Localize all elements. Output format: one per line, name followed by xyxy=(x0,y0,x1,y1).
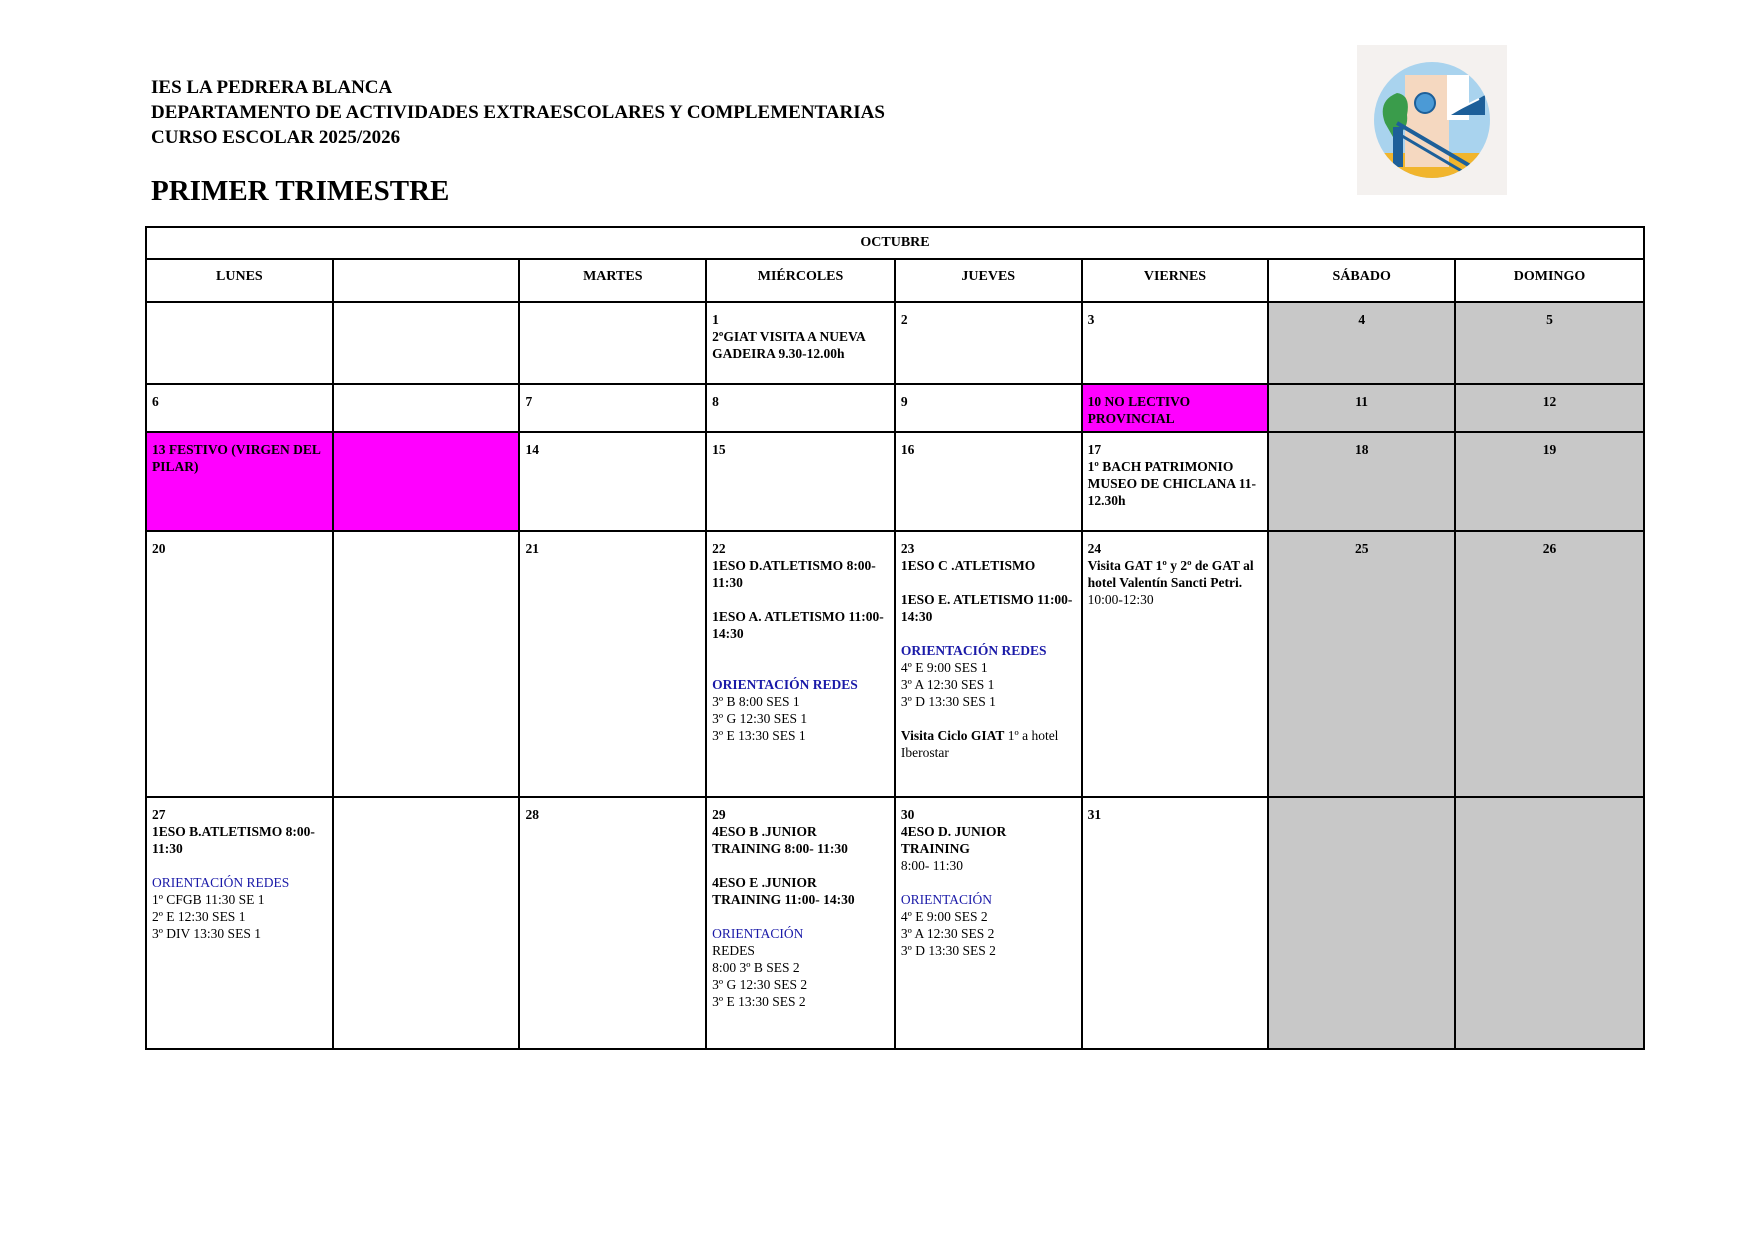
day-number: 25 xyxy=(1354,541,1369,556)
day-number: 3 xyxy=(1087,312,1095,327)
session-text: 3º DIV 13:30 SES 1 xyxy=(152,926,261,941)
orientation-label: ORIENTACIÓN REDES xyxy=(900,643,1047,658)
empty-cell xyxy=(519,302,706,384)
day-cell-11 xyxy=(1268,384,1455,432)
day-cell-1 xyxy=(706,302,895,384)
day-number: 4 xyxy=(1358,312,1366,327)
day-number: 9 xyxy=(900,394,908,409)
month-header: OCTUBRE xyxy=(146,227,1644,259)
session-text: 3º A 12:30 SES 1 xyxy=(900,677,995,692)
event-text: 1ESO B.ATLETISMO 8:00-11:30 xyxy=(152,824,315,856)
day-number: 12 xyxy=(1542,394,1557,409)
event-text: 1º BACH PATRIMONIO MUSEO DE CHICLANA 11-12.30h xyxy=(1087,459,1257,508)
day-cell-16 xyxy=(895,432,1082,531)
day-number: 31 xyxy=(1087,807,1102,822)
day-number: 11 xyxy=(1355,394,1369,409)
day-cell-13-holiday xyxy=(146,432,333,531)
weekday-blank xyxy=(333,259,520,302)
orientation-label: ORIENTACIÓN xyxy=(900,892,993,907)
day-cell-26 xyxy=(1455,531,1644,797)
event-time: 10:00-12:30 xyxy=(1087,592,1154,607)
day-cell-3 xyxy=(1082,302,1269,384)
school-logo-icon xyxy=(1357,45,1507,195)
empty-weekend-cell xyxy=(1268,797,1455,1049)
orientation-label: ORIENTACIÓN REDES xyxy=(152,875,290,890)
school-name: IES LA PEDRERA BLANCA xyxy=(151,77,393,98)
weekday-lunes: LUNES xyxy=(146,259,333,302)
session-text: 1º CFGB 11:30 SE 1 xyxy=(152,892,265,907)
day-cell-30 xyxy=(895,797,1082,1049)
day-number: 5 xyxy=(1546,312,1553,327)
day-cell-12 xyxy=(1455,384,1644,432)
school-year: CURSO ESCOLAR 2025/2026 xyxy=(151,127,401,148)
day-number: 26 xyxy=(1542,541,1557,556)
document-header xyxy=(151,75,885,150)
weekday-domingo: DOMINGO xyxy=(1455,259,1644,302)
day-cell-23 xyxy=(895,531,1082,797)
day-number: 24 xyxy=(1087,541,1102,556)
day-cell-8 xyxy=(706,384,895,432)
event-text: 1ESO E. ATLETISMO 11:00- 14:30 xyxy=(900,592,1073,624)
session-text: 3º D 13:30 SES 1 xyxy=(900,694,996,709)
day-cell-27 xyxy=(146,797,333,1049)
holiday-label: 13 FESTIVO (VIRGEN DEL PILAR) xyxy=(152,442,321,474)
day-number: 18 xyxy=(1354,442,1369,457)
day-number: 6 xyxy=(152,394,159,409)
orientation-label: ORIENTACIÓN REDES xyxy=(712,677,858,692)
session-text: 3º G 12:30 SES 1 xyxy=(712,711,808,726)
visit-text xyxy=(901,727,1076,761)
session-text: 3º G 12:30 SES 2 xyxy=(712,977,808,992)
day-number: 8 xyxy=(712,394,719,409)
session-text: 2º E 12:30 SES 1 xyxy=(152,909,246,924)
event-text: 4ESO D. JUNIOR TRAINING xyxy=(900,824,1007,856)
day-number: 19 xyxy=(1542,442,1557,457)
orientation-label: ORIENTACIÓN xyxy=(712,926,804,941)
day-number: 22 xyxy=(712,541,726,556)
day-cell-7 xyxy=(519,384,706,432)
weekday-jueves: JUEVES xyxy=(895,259,1082,302)
week-row xyxy=(146,531,1644,797)
day-cell-19 xyxy=(1455,432,1644,531)
empty-cell xyxy=(146,302,333,384)
session-text: 3º E 13:30 SES 2 xyxy=(712,994,806,1009)
session-text: 3º E 13:30 SES 1 xyxy=(712,728,806,743)
week-row xyxy=(146,797,1644,1049)
day-cell-4 xyxy=(1268,302,1455,384)
event-text: 2ºGIAT VISITA A NUEVA GADEIRA 9.30-12.00h xyxy=(712,329,866,361)
weekday-miercoles: MIÉRCOLES xyxy=(706,259,895,302)
week-row xyxy=(146,302,1644,384)
day-number: 2 xyxy=(900,312,908,327)
day-cell-21 xyxy=(519,531,706,797)
day-number: 1 xyxy=(712,312,719,327)
day-number: 30 xyxy=(900,807,915,822)
day-cell-10-holiday xyxy=(1082,384,1269,432)
day-cell-17 xyxy=(1082,432,1269,531)
empty-cell xyxy=(333,797,520,1049)
visit-detail: 1º a hotel Iberostar xyxy=(900,728,1059,760)
day-number: 23 xyxy=(900,541,915,556)
event-time: 8:00- 11:30 xyxy=(900,858,964,873)
day-cell-6 xyxy=(146,384,333,432)
session-text: 4º E 9:00 SES 1 xyxy=(900,660,988,675)
visit-title: Visita Ciclo GIAT xyxy=(900,728,1005,743)
day-number: 7 xyxy=(525,394,533,409)
session-text: 4º E 9:00 SES 2 xyxy=(900,909,988,924)
event-text: 1ESO D.ATLETISMO 8:00-11:30 xyxy=(712,558,876,590)
day-number: 27 xyxy=(152,807,166,822)
term-title: PRIMER TRIMESTRE xyxy=(151,175,450,207)
day-cell-9 xyxy=(895,384,1082,432)
holiday-filler-cell xyxy=(333,432,520,531)
day-cell-29 xyxy=(706,797,895,1049)
empty-cell xyxy=(333,531,520,797)
event-text: 4ESO B .JUNIOR TRAINING 8:00- 11:30 xyxy=(712,824,848,856)
day-cell-14 xyxy=(519,432,706,531)
day-cell-18 xyxy=(1268,432,1455,531)
october-calendar xyxy=(145,226,1645,1050)
session-text: 3º D 13:30 SES 2 xyxy=(900,943,996,958)
day-cell-20 xyxy=(146,531,333,797)
day-cell-22 xyxy=(706,531,895,797)
day-number: 17 xyxy=(1087,442,1102,457)
weekday-header-row xyxy=(146,259,1644,302)
session-text: 3º A 12:30 SES 2 xyxy=(900,926,995,941)
session-text: 3º B 8:00 SES 1 xyxy=(712,694,800,709)
day-number: 16 xyxy=(900,442,915,457)
empty-cell xyxy=(333,384,520,432)
week-row xyxy=(146,384,1644,432)
empty-weekend-cell xyxy=(1455,797,1644,1049)
holiday-label: 10 NO LECTIVO PROVINCIAL xyxy=(1087,394,1191,426)
day-number: 20 xyxy=(152,541,166,556)
day-cell-25 xyxy=(1268,531,1455,797)
weekday-viernes: VIERNES xyxy=(1082,259,1269,302)
day-cell-24 xyxy=(1082,531,1269,797)
weekday-martes: MARTES xyxy=(519,259,706,302)
day-cell-28 xyxy=(519,797,706,1049)
empty-cell xyxy=(333,302,520,384)
week-row xyxy=(146,432,1644,531)
event-text: 1ESO C .ATLETISMO xyxy=(900,558,1036,573)
day-number: 28 xyxy=(525,807,539,822)
event-text: 1ESO A. ATLETISMO 11:00- 14:30 xyxy=(712,609,884,641)
day-cell-31 xyxy=(1082,797,1269,1049)
day-cell-15 xyxy=(706,432,895,531)
day-number: 15 xyxy=(712,442,726,457)
event-text: 4ESO E .JUNIOR TRAINING 11:00- 14:30 xyxy=(712,875,855,907)
day-cell-2 xyxy=(895,302,1082,384)
event-text: Visita GAT 1º y 2º de GAT al hotel Valentín Sancti Petri. xyxy=(1087,558,1254,590)
day-cell-5 xyxy=(1455,302,1644,384)
day-number: 14 xyxy=(525,442,539,457)
session-text: REDES xyxy=(712,943,755,958)
day-number: 21 xyxy=(525,541,539,556)
session-text: 8:00 3º B SES 2 xyxy=(712,960,800,975)
department-name: DEPARTAMENTO DE ACTIVIDADES EXTRAESCOLARES Y COMPLEMENTARIAS xyxy=(151,102,885,123)
weekday-sabado: SÁBADO xyxy=(1268,259,1455,302)
day-number: 29 xyxy=(712,807,726,822)
